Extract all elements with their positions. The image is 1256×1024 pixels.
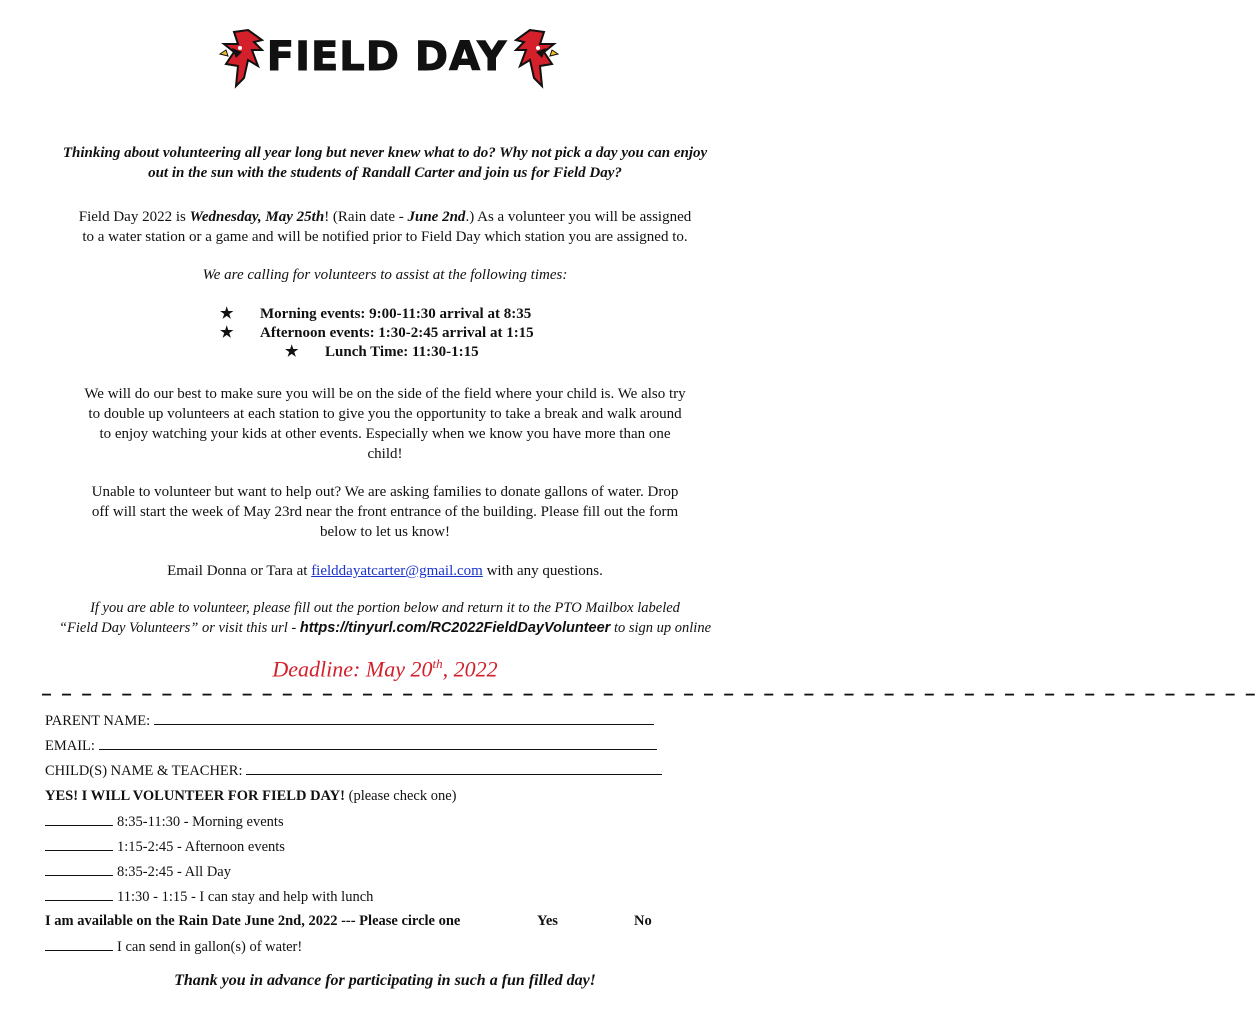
email-blank[interactable] xyxy=(99,737,657,750)
list-item xyxy=(220,324,534,343)
donate-paragraph xyxy=(40,482,730,542)
deadline-heading xyxy=(0,656,770,682)
list-item xyxy=(285,343,479,362)
paragraph-line: below to let us know! xyxy=(320,524,450,540)
checkbox-blank[interactable] xyxy=(45,838,113,851)
parent-name-field[interactable] xyxy=(45,712,654,730)
child-teacher-label: CHILD(S) NAME & TEACHER: xyxy=(45,763,247,779)
signup-url-link[interactable]: https://tinyurl.com/RC2022FieldDayVolunteer xyxy=(299,620,611,636)
details-text-c: .) As a volunteer you will be assigned xyxy=(465,209,692,225)
page-title: FIELD DAY xyxy=(266,34,508,80)
option-row[interactable] xyxy=(45,813,284,831)
signup-text: “Field Day Volunteers” or visit this url - xyxy=(58,620,300,636)
details-text-a: Field Day 2022 is xyxy=(78,209,190,225)
option-row[interactable] xyxy=(45,838,285,856)
option-row[interactable] xyxy=(45,863,231,881)
best-paragraph xyxy=(40,384,730,464)
intro-line: out in the sun with the students of Randall Carter and join us for Field Day? xyxy=(148,165,622,181)
water-row[interactable] xyxy=(45,938,302,956)
option-label: 11:30 - 1:15 - I can stay and help with lunch xyxy=(117,889,374,905)
paragraph-line: Unable to volunteer but want to help out? We are asking families to donate gallons of water. Drop xyxy=(91,484,679,500)
paragraph-line: We will do our best to make sure you will be on the side of the field where your child is. We also try xyxy=(84,386,686,402)
deadline-sup: th xyxy=(432,656,443,671)
volunteer-bold-text: YES! I WILL VOLUNTEER FOR FIELD DAY! xyxy=(45,788,345,804)
child-teacher-blank[interactable] xyxy=(246,762,662,775)
rain-yes-option[interactable]: Yes xyxy=(537,913,558,929)
paragraph-line xyxy=(40,618,730,638)
thanks-text: Thank you in advance for participating in such a fun filled day! xyxy=(174,972,596,989)
email-text: Email Donna or Tara at xyxy=(167,563,312,579)
email-link[interactable]: fielddayatcarter@gmail.com xyxy=(311,563,483,579)
parent-name-label: PARENT NAME: xyxy=(45,713,154,729)
option-label: 8:35-2:45 - All Day xyxy=(117,864,231,880)
parent-name-blank[interactable] xyxy=(154,712,654,725)
star-icon: ★ xyxy=(285,344,299,360)
rain-date-row xyxy=(45,913,460,930)
email-paragraph xyxy=(40,561,730,581)
water-label: I can send in gallon(s) of water! xyxy=(117,939,303,955)
star-icon: ★ xyxy=(220,306,234,322)
email-text: with any questions. xyxy=(482,563,603,579)
details-line: to a water station or a game and will be notified prior to Field Day which station you are assigned to. xyxy=(82,229,688,245)
header xyxy=(0,26,770,96)
child-teacher-field[interactable] xyxy=(45,762,662,780)
list-item xyxy=(220,305,531,324)
paragraph-line: to double up volunteers at each station to give you the opportunity to take a break and walk around xyxy=(88,406,682,422)
paragraph-line: child! xyxy=(367,446,403,462)
paragraph-line: off will start the week of May 23rd near the front entrance of the building. Please fill out the form xyxy=(91,504,679,520)
deadline-text: Deadline: May 20 xyxy=(272,656,433,682)
checkbox-blank[interactable] xyxy=(45,813,113,826)
field-day-date: Wednesday, May 25th xyxy=(189,209,325,225)
star-icon: ★ xyxy=(220,325,234,341)
intro-line: Thinking about volunteering all year long but never knew what to do? Why not pick a day you can enjoy xyxy=(62,145,708,161)
time-label: Morning events: 9:00-11:30 arrival at 8:35 xyxy=(260,306,532,322)
option-label: 8:35-11:30 - Morning events xyxy=(117,814,284,830)
details-text xyxy=(40,207,730,247)
cardinal-mascot-icon xyxy=(512,26,560,90)
rain-date: June 2nd xyxy=(407,209,466,225)
cardinal-mascot-icon xyxy=(218,26,266,90)
signup-paragraph xyxy=(40,598,730,638)
email-label: EMAIL: xyxy=(45,738,99,754)
checkbox-blank[interactable] xyxy=(45,888,113,901)
email-field[interactable] xyxy=(45,737,657,755)
time-label: Afternoon events: 1:30-2:45 arrival at 1:15 xyxy=(260,325,534,341)
deadline-text: , 2022 xyxy=(442,656,498,682)
rain-no-option[interactable]: No xyxy=(634,913,652,929)
details-text-b: ! (Rain date - xyxy=(324,209,408,225)
checkbox-blank[interactable] xyxy=(45,863,113,876)
rain-date-label: I am available on the Rain Date June 2nd, 2022 --- Please circle one xyxy=(45,913,461,929)
paragraph-line: If you are able to volunteer, please fill out the portion below and return it to the PTO Mailbox labeled xyxy=(90,600,680,616)
time-label: Lunch Time: 11:30-1:15 xyxy=(325,344,479,360)
signup-text: to sign up online xyxy=(610,620,712,636)
gallons-blank[interactable] xyxy=(45,938,113,951)
intro-text xyxy=(40,143,730,183)
volunteer-heading xyxy=(45,788,457,805)
paragraph-line: to enjoy watching your kids at other events. Especially when we know you have more than one xyxy=(99,426,671,442)
calling-text: We are calling for volunteers to assist at the following times: xyxy=(202,267,568,283)
volunteer-note: (please check one) xyxy=(344,788,457,804)
option-label: 1:15-2:45 - Afternoon events xyxy=(117,839,285,855)
cut-line-divider: – – – – – – – – – – – – – – – – – – – – – – – – – – – – – – – – – – – – – – – – – – – – – – – – – – – – – – – – – – – – – xyxy=(42,685,1256,703)
details-line xyxy=(40,207,730,227)
option-row[interactable] xyxy=(45,888,373,906)
